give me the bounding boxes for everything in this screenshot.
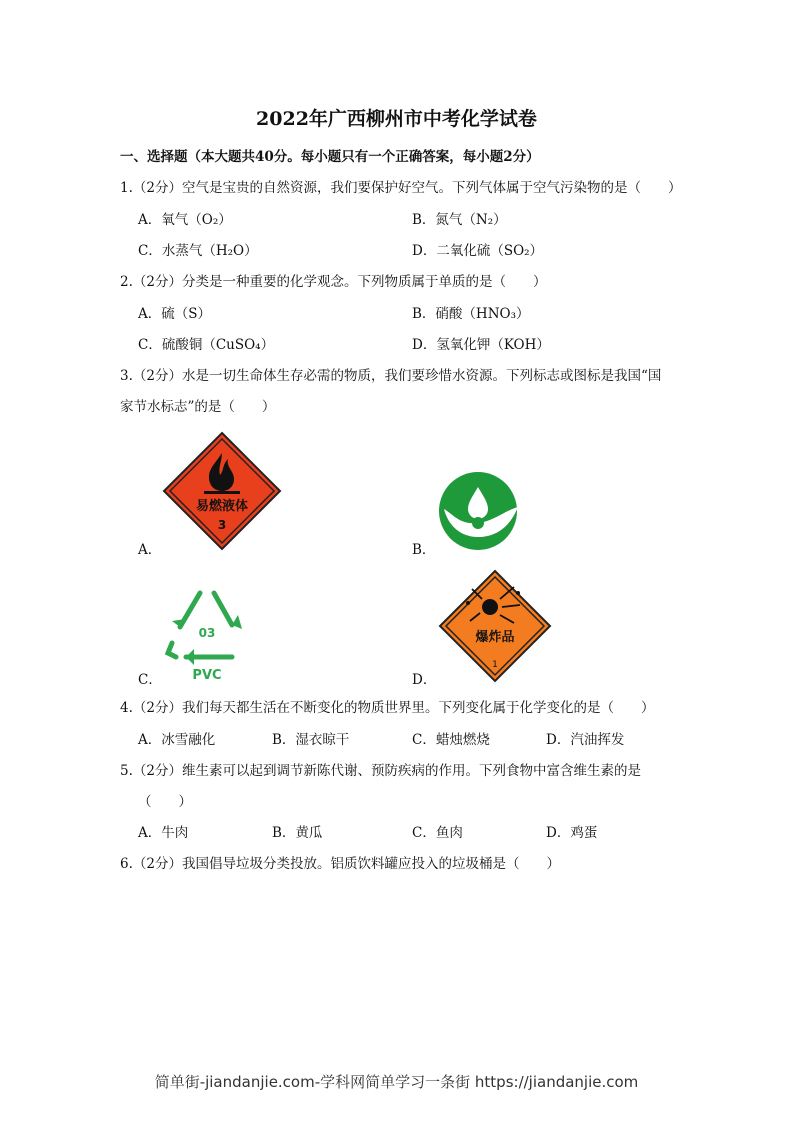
question-1-stem: 1.（2分）空气是宝贵的自然资源，我们要保护好空气。下列气体属于空气污染物的是（ ） <box>120 180 682 196</box>
explosive-sign-icon <box>438 569 552 683</box>
question-4-option-a: A．冰雪融化 <box>138 732 216 748</box>
question-2-option-d: D．氢氧化钾（KOH） <box>412 337 550 353</box>
flammable-liquid-sign-icon <box>162 431 282 551</box>
question-3-option-b: B． <box>412 542 436 558</box>
question-4-option-c: C．蜡烛燃烧 <box>412 732 490 748</box>
sign-a-label: 易燃液体 <box>195 499 249 514</box>
question-1-option-d: D．二氧化硫（SO₂） <box>412 243 544 259</box>
sign-c-number: 03 <box>198 626 216 640</box>
question-6-stem: 6.（2分）我国倡导垃圾分类投放。铝质饮料罐应投入的垃圾桶是（ ） <box>120 856 560 872</box>
question-4-option-b: B．湿衣晾干 <box>272 732 350 748</box>
question-5-option-d: D．鸡蛋 <box>546 825 598 841</box>
question-2-option-b: B．硝酸（HNO₃） <box>412 306 530 322</box>
page-title: 2022年广西柳州市中考化学试卷 <box>256 108 537 130</box>
section-heading: 一、选择题（本大题共40分。每小题只有一个正确答案，每小题2分） <box>120 149 540 165</box>
question-2-option-c: C．硫酸铜（CuSO₄） <box>138 337 275 353</box>
question-5-option-a: A．牛肉 <box>138 825 189 841</box>
question-3-stem-line2: 家节水标志”的是（ ） <box>120 399 276 415</box>
sign-c-label: PVC <box>192 668 222 683</box>
question-1-option-c: C．水蒸气（H₂O） <box>138 243 258 259</box>
question-1-option-a: A．氧气（O₂） <box>138 212 232 228</box>
question-2-stem: 2.（2分）分类是一种重要的化学观念。下列物质属于单质的是（ ） <box>120 274 547 290</box>
question-1-option-b: B．氮气（N₂） <box>412 212 507 228</box>
water-saving-sign-icon <box>438 471 518 551</box>
question-3-stem-line1: 3.（2分）水是一切生命体生存必需的物质，我们要珍惜水资源。下列标志或图标是我国“国 <box>120 368 662 384</box>
question-2-option-a: A．硫（S） <box>138 306 211 322</box>
question-3-option-a: A． <box>138 542 162 558</box>
footer-watermark: 简单街-jiandanjie.com-学科网简单学习一条街 https://jiandanjie.com <box>154 1073 639 1091</box>
question-3-option-d: D． <box>412 672 437 688</box>
pvc-recycling-sign-icon <box>160 583 254 683</box>
question-4-option-d: D．汽油挥发 <box>546 732 625 748</box>
question-5-option-c: C．鱼肉 <box>412 825 463 841</box>
question-4-stem: 4.（2分）我们每天都生活在不断变化的物质世界里。下列变化属于化学变化的是（ ） <box>120 700 655 716</box>
sign-a-number: 3 <box>217 518 227 532</box>
question-5-stem-line1: 5.（2分）维生素可以起到调节新陈代谢、预防疾病的作用。下列食物中富含维生素的是 <box>120 763 641 779</box>
question-5-stem-line2: （ ） <box>138 794 192 810</box>
question-5-option-b: B．黄瓜 <box>272 825 323 841</box>
sign-d-label: 爆炸品 <box>475 630 515 645</box>
sign-d-number: 1 <box>492 660 498 670</box>
question-3-option-c: C． <box>138 672 162 688</box>
